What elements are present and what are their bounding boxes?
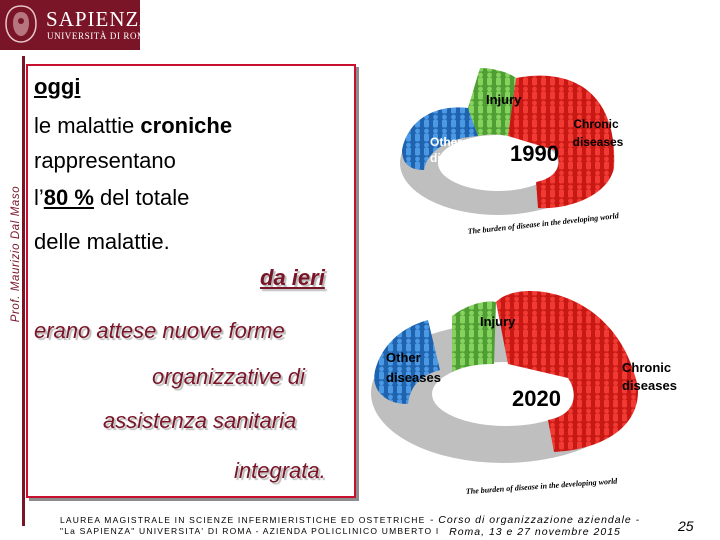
text-span: le malattie xyxy=(34,113,141,138)
panel-line-malattie xyxy=(34,113,232,139)
year-label-2020: 2020 xyxy=(512,386,561,411)
statement-line-1: erano attese nuove forme xyxy=(34,318,285,343)
panel-line-oggi: oggi xyxy=(34,74,81,99)
percentage-value: 80 % xyxy=(43,185,94,210)
panel-line-delle-malattie: delle malattie. xyxy=(34,229,170,254)
injury-segment xyxy=(452,302,496,372)
sapienza-logo xyxy=(0,0,156,50)
footer-event-line-1: - Corso di organizzazione aziendale - xyxy=(429,514,641,526)
page-number: 25 xyxy=(678,518,694,534)
burden-of-disease-illustration xyxy=(368,58,677,508)
footer-event xyxy=(420,514,650,538)
text-span: l’ xyxy=(34,185,44,210)
year-label-1990: 1990 xyxy=(510,141,559,166)
statement-line-4: integrata. xyxy=(234,458,326,483)
chart-1990 xyxy=(400,68,624,236)
logo-title: SAPIENZA xyxy=(46,7,156,31)
footer-course-line-1: LAUREA MAGISTRALE IN SCIENZE INFERMIERISTICHE ED OSTETRICHE xyxy=(60,515,426,525)
panel-line-rappresentano: rappresentano xyxy=(34,148,176,173)
other-diseases-label-2: diseases xyxy=(386,370,441,385)
da-ieri-heading: da ieri xyxy=(260,265,325,290)
statement-line-2: organizzative di xyxy=(152,364,305,389)
footer-course-line-2: "La SAPIENZA" UNIVERSITA' DI ROMA - AZIENDA POLICLINICO UMBERTO I xyxy=(60,526,440,536)
chronic-diseases-label-2: diseases xyxy=(622,378,677,393)
text-span-bold: croniche xyxy=(140,113,233,138)
university-seal-icon xyxy=(4,4,38,44)
chronic-diseases-label-1: Chronic xyxy=(622,360,672,375)
text-span: del totale xyxy=(93,185,190,210)
chronic-diseases-label-1: Chronic xyxy=(573,117,619,131)
chart-caption: The burden of disease in the developing world xyxy=(467,211,620,236)
other-diseases-label-1: Other xyxy=(386,350,421,365)
footer-event-line-2: Roma, 13 e 27 novembre 2015 xyxy=(449,526,621,538)
chronic-diseases-label-2: diseases xyxy=(572,135,624,149)
chart-caption: The burden of disease in the developing world xyxy=(465,476,618,496)
other-diseases-label-2: diseases xyxy=(430,151,481,165)
statement-line-3: assistenza sanitaria xyxy=(103,408,297,433)
logo-subtitle: UNIVERSITÀ DI ROMA xyxy=(47,31,153,41)
chart-2020 xyxy=(371,291,677,496)
other-diseases-label-1: Other xyxy=(430,135,463,149)
panel-line-percentuale xyxy=(34,185,189,211)
injury-label: Injury xyxy=(486,92,522,107)
injury-label: Injury xyxy=(480,314,516,329)
footer-course xyxy=(60,515,440,537)
author-label: Prof. Maurizio Dal Maso xyxy=(10,185,22,323)
